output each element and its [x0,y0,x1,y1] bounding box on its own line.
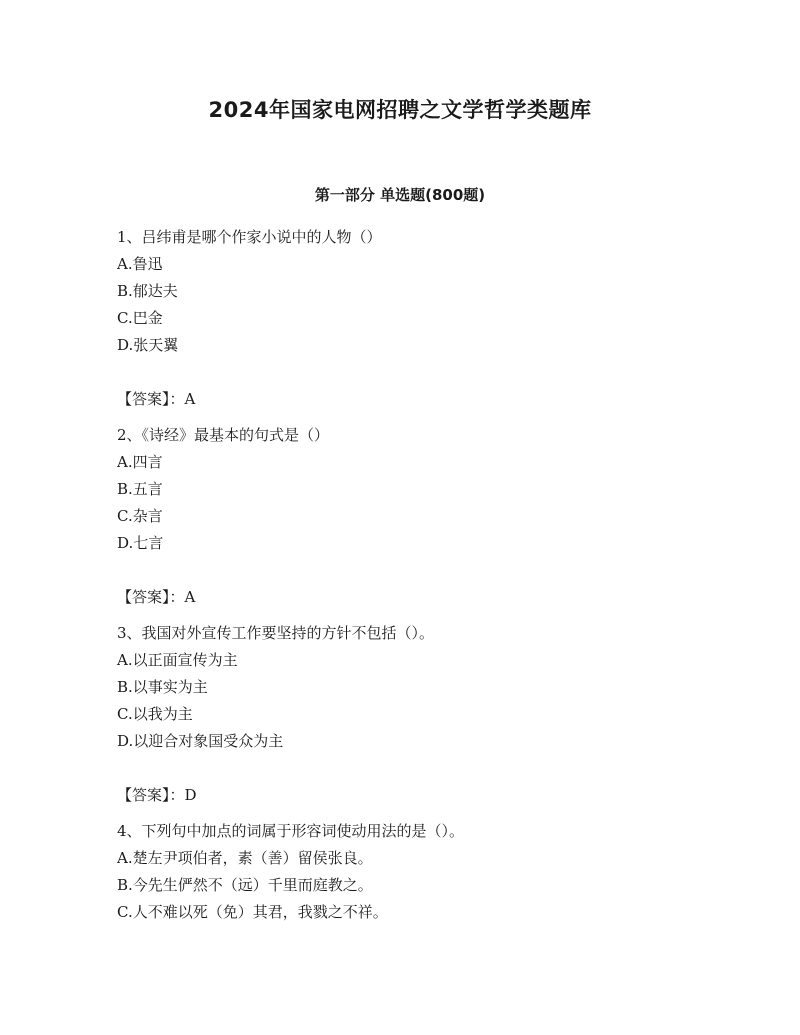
question-item [117,224,757,413]
question-answer: 【答案】：A [117,588,196,606]
section-title: 第一部分 单选题(800题) [314,186,486,204]
question-option: C.以我为主 [117,705,193,723]
question-option: B.五言 [117,480,163,498]
question-stem: 4、下列句中加点的词属于形容词使动用法的是（）。 [117,822,465,840]
question-stem: 2、《诗经》最基本的句式是（） [117,426,330,444]
question-option: B.郁达夫 [117,282,178,300]
question-answer: 【答案】：A [117,390,196,408]
question-list [117,224,757,926]
question-item [117,620,757,809]
question-option: C.巴金 [117,309,163,327]
question-option: A.鲁迅 [117,255,163,273]
question-answer: 【答案】：D [117,786,197,804]
question-option: D.七言 [117,534,164,552]
document-title: 2024年国家电网招聘之文学哲学类题库 [208,98,592,122]
question-stem: 1、吕纬甫是哪个作家小说中的人物（） [117,228,382,246]
question-option: B.以事实为主 [117,678,208,696]
question-item [117,422,757,611]
question-option: D.张天翼 [117,336,179,354]
question-option: A.以正面宣传为主 [117,651,238,669]
question-option: C.人不难以死（免）其君，我戮之不祥。 [117,903,388,921]
question-stem: 3、我国对外宣传工作要坚持的方针不包括（）。 [117,624,435,642]
question-item [117,818,757,926]
question-option: A.楚左尹项伯者，素（善）留侯张良。 [117,849,373,867]
question-option: B.今先生俨然不（远）千里而庭教之。 [117,876,373,894]
question-option: A.四言 [117,453,163,471]
question-option: C.杂言 [117,507,163,525]
question-option: D.以迎合对象国受众为主 [117,732,284,750]
